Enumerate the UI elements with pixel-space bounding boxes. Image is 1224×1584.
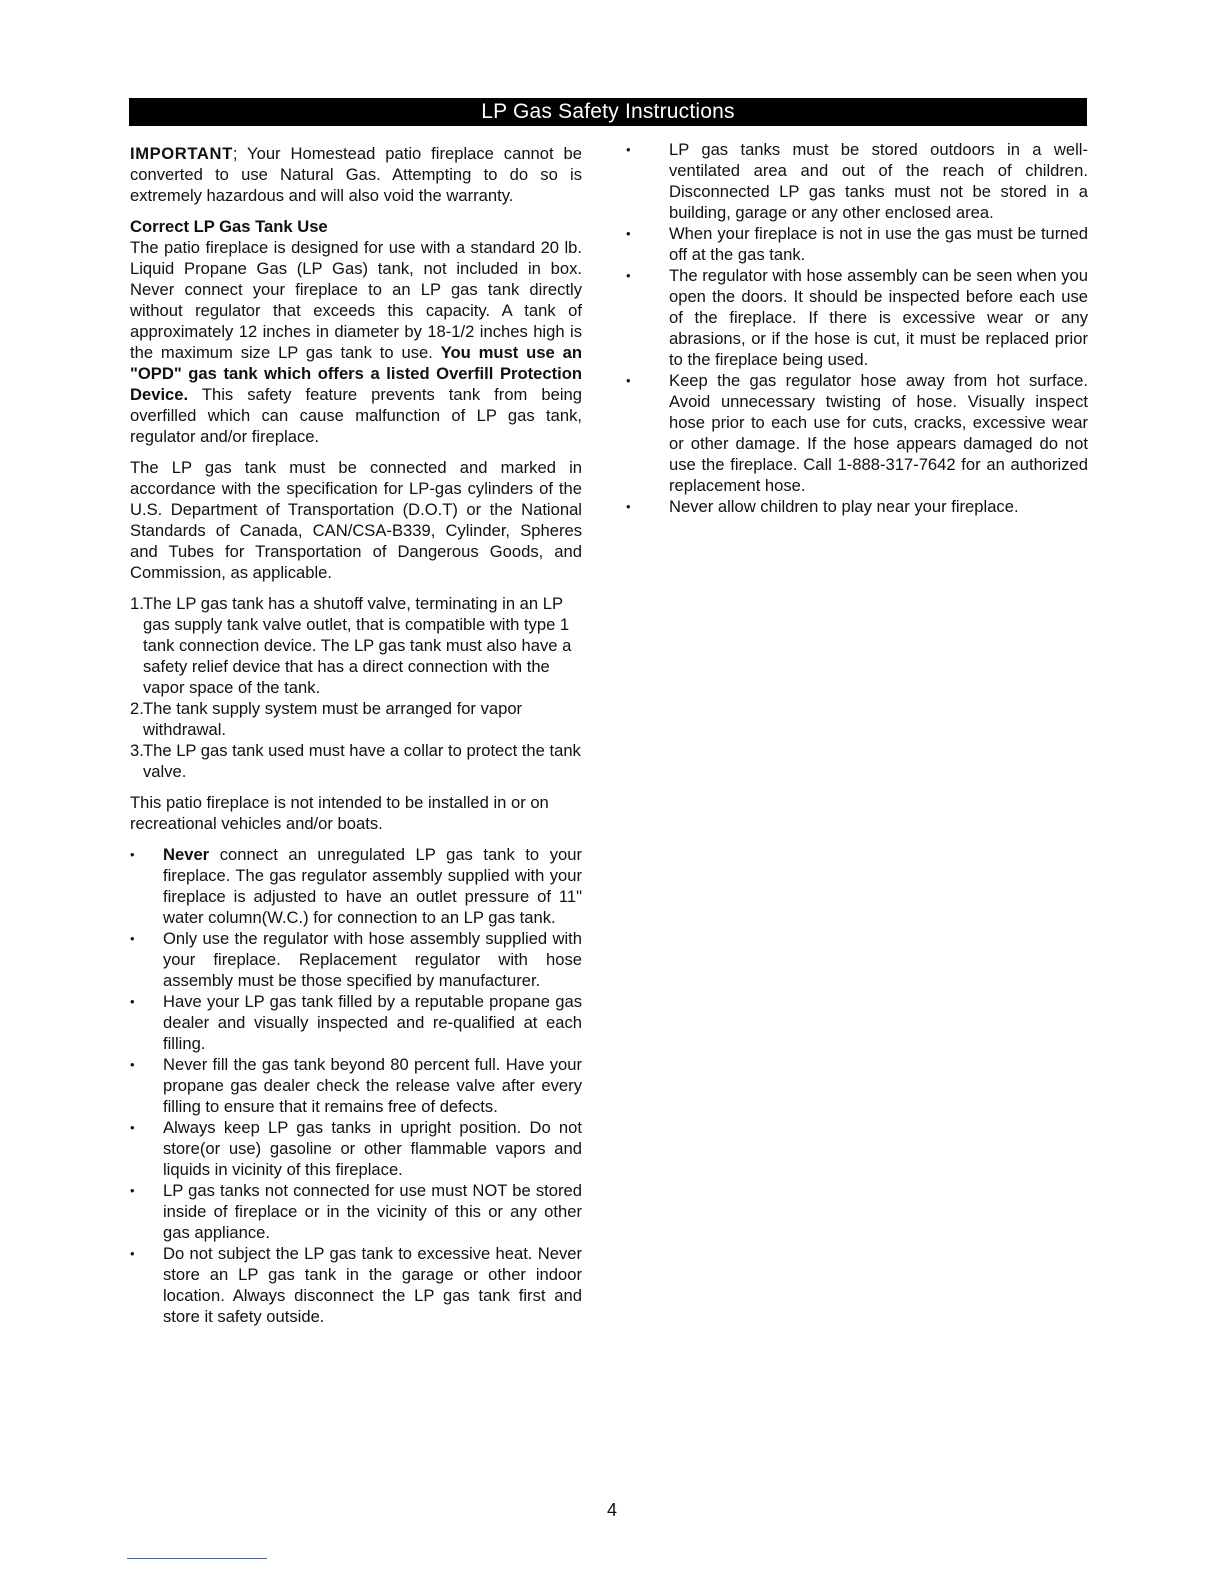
bullet-text: Always keep LP gas tanks in upright position. Do not store(or use) gasoline or other flammable vapors and liquids in vicinity of this fireplace. xyxy=(163,1118,582,1179)
bullet-icon: • xyxy=(130,1057,135,1072)
bullet-text: The regulator with hose assembly can be seen when you open the doors. It should be inspected before each use of the fireplace. If there is excessive wear or any abrasions, or if the hose is cut, it must be replaced prior to the fireplace being used. xyxy=(669,266,1088,369)
list-item-number: 2. xyxy=(130,699,144,718)
connection-paragraph: The LP gas tank must be connected and marked in accordance with the specification for LP-gas cylinders of the U.S. Department of Transportation (D.O.T) or the National Standards of Canada, CAN/CSA-B339, Cylinder, Spheres and Tubes for Transportation of Dangerous Goods, and Commission, as applicable. xyxy=(130,458,582,582)
bullet-icon: • xyxy=(130,1183,135,1198)
bullet-item xyxy=(130,1243,582,1327)
bullet-item xyxy=(130,991,582,1054)
rv-paragraph: This patio fireplace is not intended to be installed in or on recreational vehicles and/or boats. xyxy=(130,793,549,833)
list-item-text: The LP gas tank has a shutoff valve, terminating in an LP gas supply tank valve outlet, that is compatible with type 1 tank connection device. The LP gas tank must also have a safety relief device that has a direct connection with the vapor space of the tank. xyxy=(143,594,572,697)
bullet-icon: • xyxy=(130,994,135,1009)
bullet-text: Never fill the gas tank beyond 80 percent full. Have your propane gas dealer check the release valve after every filling to ensure that it remains free of defects. xyxy=(163,1055,582,1116)
bullet-text: connect an unregulated LP gas tank to your fireplace. The gas regulator assembly supplied with your fireplace is adjusted to have an outlet pressure of 11" water column(W.C.) for connection to an LP gas tank. xyxy=(163,845,582,927)
bullet-text: Only use the regulator with hose assembly supplied with your fireplace. Replacement regulator with hose assembly must be those specified by manufacturer. xyxy=(163,929,582,990)
right-column xyxy=(626,139,1088,517)
bullet-icon: • xyxy=(626,499,631,514)
list-item-number: 3. xyxy=(130,741,144,760)
numbered-list xyxy=(130,593,582,782)
bullet-item xyxy=(626,370,1088,496)
important-text: ; Your Homestead patio fireplace cannot be converted to use Natural Gas. Attempting to do so is extremely hazardous and will also void the warranty. xyxy=(130,144,582,205)
bullet-item xyxy=(626,139,1088,223)
bullet-item xyxy=(130,1054,582,1117)
list-item-number: 1. xyxy=(130,594,144,613)
footer-divider xyxy=(127,1558,267,1559)
bullet-list-left xyxy=(130,844,582,1327)
bullet-item xyxy=(130,928,582,991)
bullet-item xyxy=(130,844,582,928)
correct-use-text-continued: This safety feature prevents tank from being overfilled which can cause malfunction of LP gas tank, regulator and/or fireplace. xyxy=(130,385,582,446)
bullet-text: LP gas tanks not connected for use must NOT be stored inside of fireplace or in the vicinity of this or any other gas appliance. xyxy=(163,1181,582,1242)
section-title-bar xyxy=(129,98,1087,126)
bullet-icon: • xyxy=(130,931,135,946)
correct-use-heading: Correct LP Gas Tank Use xyxy=(130,217,328,236)
bullet-icon: • xyxy=(626,268,631,283)
bullet-icon: • xyxy=(130,1120,135,1135)
bullet-item xyxy=(130,1180,582,1243)
important-notice xyxy=(130,143,582,206)
bullet-text: When your fireplace is not in use the gas must be turned off at the gas tank. xyxy=(669,224,1088,264)
opd-requirement: You must use an "OPD" gas tank which offers a listed Overfill Protection Device. xyxy=(130,343,582,404)
left-column xyxy=(130,143,582,1327)
list-item-text: The tank supply system must be arranged for vapor withdrawal. xyxy=(143,699,523,739)
list-item xyxy=(130,593,582,698)
page-number: 4 xyxy=(606,1500,617,1520)
bullet-item xyxy=(626,223,1088,265)
bullet-text: Keep the gas regulator hose away from hot surface. Avoid unnecessary twisting of hose. Visually inspect hose prior to each use for cuts, cracks, excessive wear or other damage. If the hose appears damaged do not use the fireplace. Call 1-888-317-7642 for an authorized replacement hose. xyxy=(669,371,1088,495)
bullet-text: Have your LP gas tank filled by a reputable propane gas dealer and visually inspected and re-qualified at each filling. xyxy=(163,992,582,1053)
bullet-bold-text: Never xyxy=(163,845,210,864)
section-title: LP Gas Safety Instructions xyxy=(481,100,735,123)
correct-use-paragraph xyxy=(130,237,582,447)
bullet-icon: • xyxy=(130,847,135,862)
bullet-list-right xyxy=(626,139,1088,517)
bullet-icon: • xyxy=(626,373,631,388)
bullet-text: LP gas tanks must be stored outdoors in a well-ventilated area and out of the reach of children. Disconnected LP gas tanks must not be stored in a building, garage or any other enclosed area. xyxy=(669,140,1088,222)
bullet-item xyxy=(130,1117,582,1180)
bullet-item xyxy=(626,265,1088,370)
bullet-icon: • xyxy=(130,1246,135,1261)
bullet-text: Do not subject the LP gas tank to excessive heat. Never store an LP gas tank in the garage or other indoor location. Always disconnect the LP gas tank first and store it safety outside. xyxy=(163,1244,582,1326)
bullet-text: Never allow children to play near your fireplace. xyxy=(669,497,1019,516)
correct-use-text: The patio fireplace is designed for use with a standard 20 lb. Liquid Propane Gas (LP Gas) tank, not included in box. Never connect your fireplace to an LP gas tank directly without regulator that exceeds this capacity. A tank of approximately 12 inches in diameter by 18-1/2 inches high is the maximum size LP gas tank to use. xyxy=(130,238,582,362)
bullet-icon: • xyxy=(626,142,631,157)
bullet-item xyxy=(626,496,1088,517)
list-item-text: The LP gas tank used must have a collar to protect the tank valve. xyxy=(143,741,581,781)
list-item xyxy=(130,740,582,782)
important-keyword: IMPORTANT xyxy=(130,144,233,163)
bullet-icon: • xyxy=(626,226,631,241)
list-item xyxy=(130,698,582,740)
